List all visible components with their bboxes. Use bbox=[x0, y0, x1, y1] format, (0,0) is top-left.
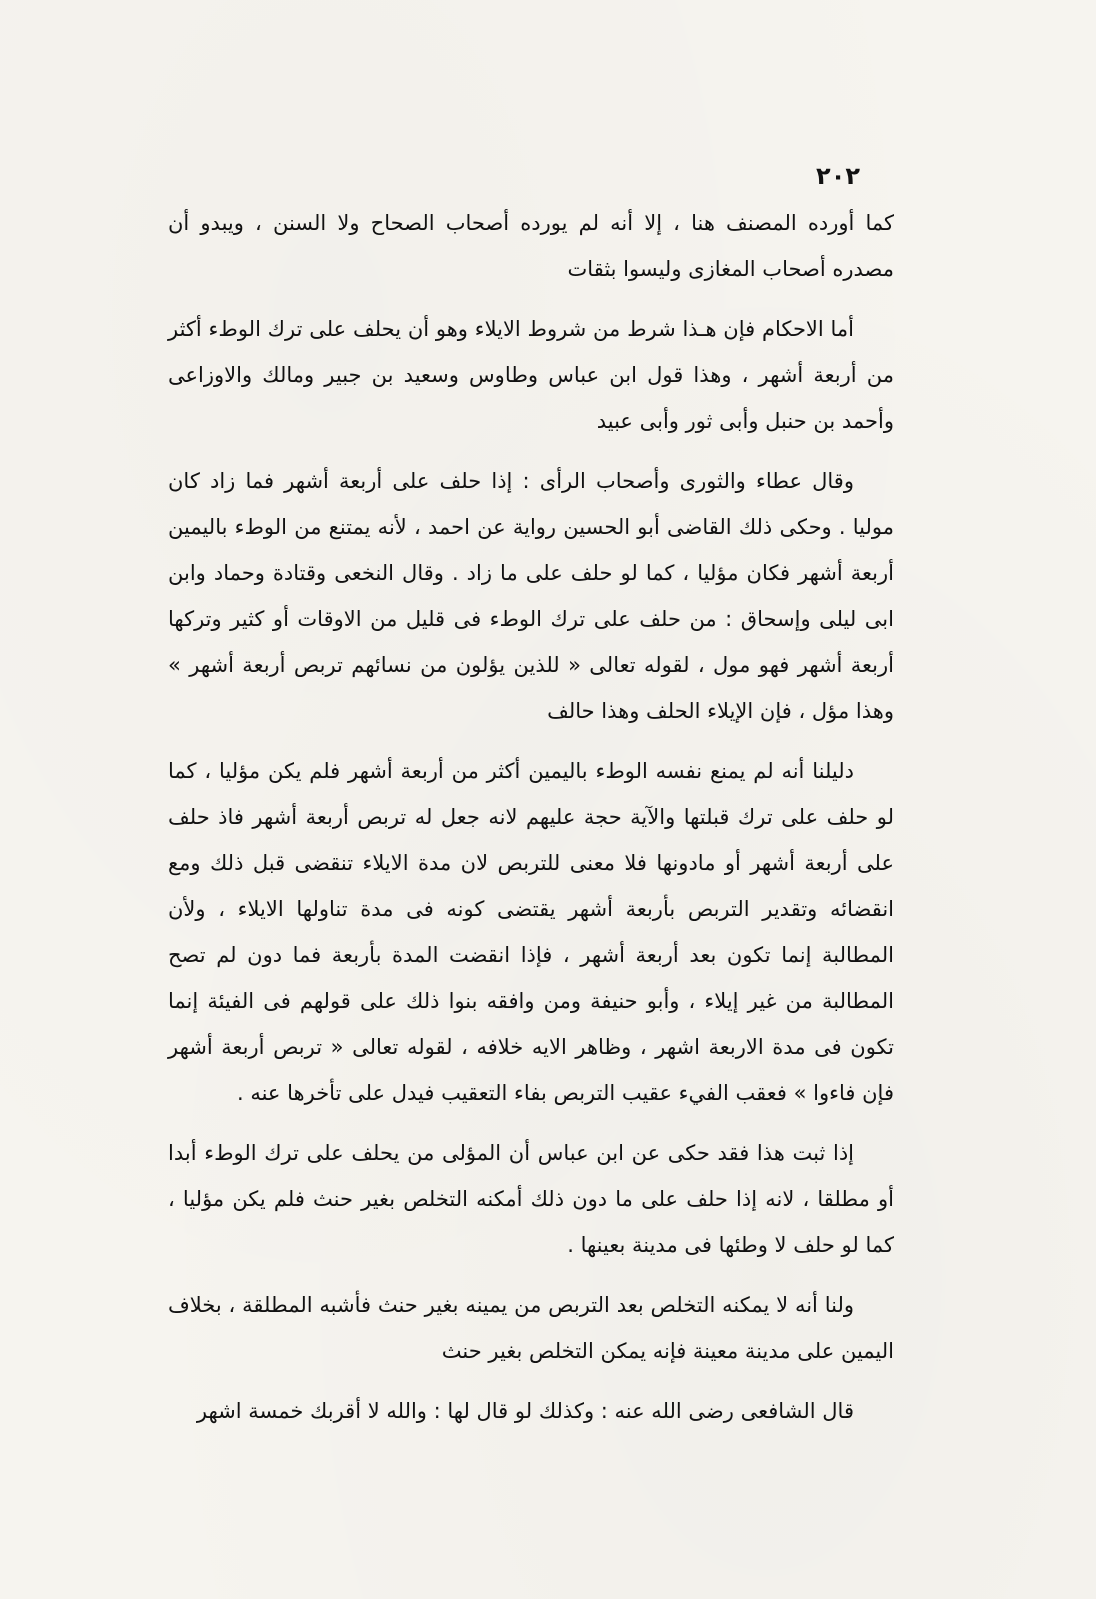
paragraph-3: وقال عطاء والثورى وأصحاب الرأى : إذا حلف على أربعة أشهر فما زاد كان موليا . وحكى ذلك القاضى أبو الحسين رواية عن احمد ، لأنه يمتنع من الوطء باليمين أربعة أشهر فكان مؤليا ، كما لو حلف على ما زاد . وقال النخعى وقتادة وحماد وابن ابى ليلى وإسحاق : من حلف على ترك الوطء فى قليل من الاوقات أو كثير وتركها أربعة أشهر فهو مول ، لقوله تعالى « للذين يؤلون من نسائهم تربص أربعة أشهر » وهذا مؤل ، فإن الإيلاء الحلف وهذا حالف bbox=[168, 469, 894, 723]
page-number: ٢٠٢ bbox=[816, 162, 860, 190]
paragraph-1: كما أورده المصنف هنا ، إلا أنه لم يورده أصحاب الصحاح ولا السنن ، ويبدو أن مصدره أصحاب المغازى وليسوا بثقات bbox=[168, 211, 894, 281]
paragraph-4: دليلنا أنه لم يمنع نفسه الوطء باليمين أكثر من أربعة أشهر فلم يكن مؤليا ، كما لو حلف على ترك قبلتها والآية حجة عليهم لانه جعل له تربص أربعة أشهر فاذ حلف على أربعة أشهر أو مادونها فلا معنى للتربص لان مدة الايلاء تنقضى قبل ذلك ومع انقضائه وتقدير التربص بأربعة أشهر يقتضى كونه فى مدة تناولها الايلاء ، ولأن المطالبة إنما تكون بعد أربعة أشهر ، فإذا انقضت المدة بأربعة فما دون لم تصح المطالبة من غير إيلاء ، وأبو حنيفة ومن وافقه بنوا ذلك على قولهم فى الفيئة إنما تكون فى مدة الاربعة اشهر ، وظاهر الايه خلافه ، لقوله تعالى « تربص أربعة أشهر فإن فاءوا » فعقب الفيء عقيب التربص بفاء التعقيب فيدل على تأخرها عنه . bbox=[168, 759, 894, 1105]
paragraph-5: إذا ثبت هذا فقد حكى عن ابن عباس أن المؤلى من يحلف على ترك الوطء أبدا أو مطلقا ، لانه إذا حلف على ما دون ذلك أمكنه التخلص بغير حنث فلم يكن مؤليا ، كما لو حلف لا وطئها فى مدينة بعينها . bbox=[168, 1141, 894, 1257]
paragraph-2: أما الاحكام فإن هـذا شرط من شروط الايلاء وهو أن يحلف على ترك الوطء أكثر من أربعة أشهر ، وهذا قول ابن عباس وطاوس وسعيد بن جبير ومالك والاوزاعى وأحمد بن حنبل وأبى ثور وأبى عبيد bbox=[168, 317, 894, 433]
paragraph-7: قال الشافعى رضى الله عنه : وكذلك لو قال لها : والله لا أقربك خمسة اشهر bbox=[196, 1399, 854, 1423]
body-text bbox=[168, 200, 894, 1448]
paragraph-6: ولنا أنه لا يمكنه التخلص بعد التربص من يمينه بغير حنث فأشبه المطلقة ، بخلاف اليمين على مدينة معينة فإنه يمكن التخلص بغير حنث bbox=[168, 1293, 894, 1363]
